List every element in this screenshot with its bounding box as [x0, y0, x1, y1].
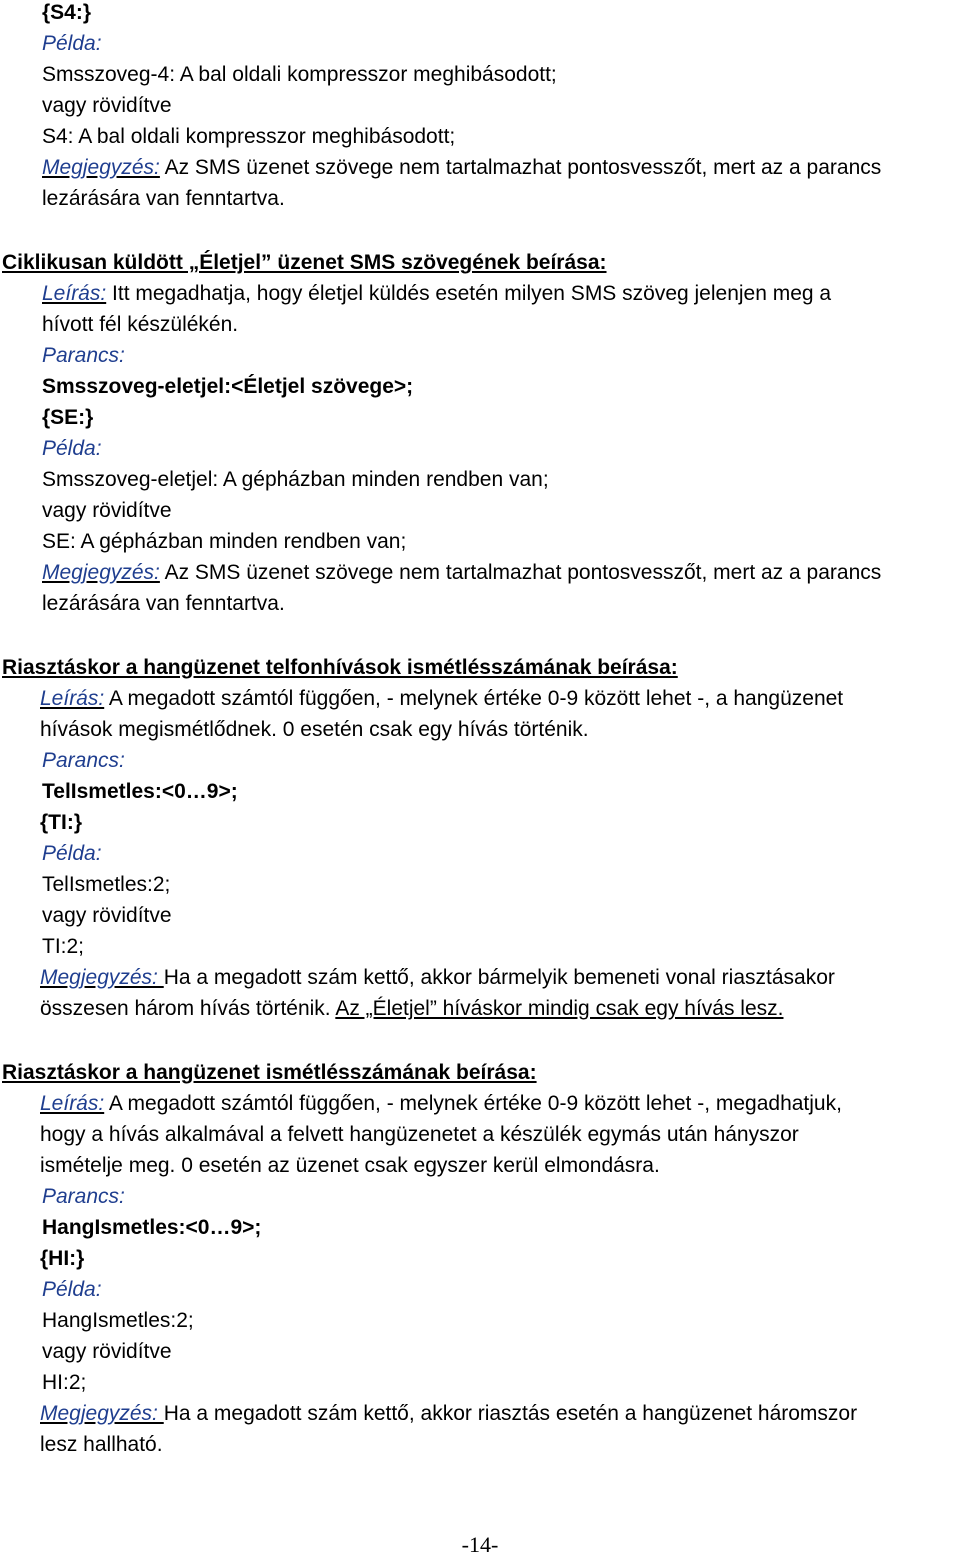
- tel-ismetles-example-label: Példa:: [42, 842, 102, 865]
- tel-ismetles-example-long: TelIsmetles:2;: [42, 873, 171, 896]
- hang-ismetles-example-long: HangIsmetles:2;: [42, 1309, 194, 1332]
- eletjel-desc-text: Itt megadhatja, hogy életjel küldés esetén milyen SMS szöveg jelenjen meg a: [106, 282, 832, 305]
- eletjel-example-label: Példa:: [42, 437, 102, 460]
- tel-ismetles-desc-label: Leírás:: [40, 687, 105, 710]
- eletjel-desc-line-2: hívott fél készülékén.: [42, 313, 239, 336]
- eletjel-heading: Ciklikusan küldött „Életjel” üzenet SMS szövegének beírása:: [2, 251, 607, 274]
- tel-ismetles-code: {TI:}: [40, 811, 82, 834]
- s4-example-long: Smsszoveg-4: A bal oldali kompresszor meghibásodott;: [42, 63, 557, 86]
- tel-ismetles-note-text: Ha a megadott szám kettő, akkor bármelyik bemeneti vonal riasztásakor: [163, 966, 835, 989]
- eletjel-or-short: vagy rövidítve: [42, 499, 172, 522]
- eletjel-desc-line-1: [42, 281, 831, 307]
- hang-ismetles-example-short: HI:2;: [42, 1371, 87, 1394]
- s4-example-short: S4: A bal oldali kompresszor meghibásodott;: [42, 125, 456, 148]
- tel-ismetles-desc-line-1: [40, 686, 843, 712]
- eletjel-example-long: Smsszoveg-eletjel: A gépházban minden rendben van;: [42, 468, 549, 491]
- hang-ismetles-note-line-1: [40, 1401, 857, 1427]
- tel-ismetles-desc-text: A megadott számtól függően, - melynek értéke 0-9 között lehet -, a hangüzenet: [104, 687, 844, 710]
- s4-note-text: Az SMS üzenet szövege nem tartalmazhat pontosvesszőt, mert az a parancs: [159, 156, 882, 179]
- tel-ismetles-command: TelIsmetles:<0…9>;: [42, 780, 238, 803]
- s4-note-label: Megjegyzés:: [42, 156, 160, 179]
- hang-ismetles-note-label: Megjegyzés:: [40, 1402, 164, 1425]
- eletjel-note-line-2: lezárására van fenntartva.: [42, 592, 285, 615]
- eletjel-desc-label: Leírás:: [42, 282, 107, 305]
- hang-ismetles-heading: Riasztáskor a hangüzenet ismétlésszámának beírása:: [2, 1061, 537, 1084]
- eletjel-example-short: SE: A gépházban minden rendben van;: [42, 530, 407, 553]
- eletjel-note-text: Az SMS üzenet szövege nem tartalmazhat pontosvesszőt, mert az a parancs: [159, 561, 882, 584]
- hang-ismetles-desc-label: Leírás:: [40, 1092, 105, 1115]
- eletjel-note-line-1: [42, 560, 881, 586]
- hang-ismetles-note-line-2: lesz hallható.: [40, 1433, 163, 1456]
- s4-or-short: vagy rövidítve: [42, 94, 172, 117]
- hang-ismetles-or-short: vagy rövidítve: [42, 1340, 172, 1363]
- tel-ismetles-note-label: Megjegyzés:: [40, 966, 164, 989]
- hang-ismetles-desc-line-3: ismételje meg. 0 esetén az üzenet csak egyszer kerül elmondásra.: [40, 1154, 660, 1177]
- tel-ismetles-note-text-2a: összesen három hívás történik.: [40, 997, 336, 1020]
- eletjel-code: {SE:}: [42, 406, 94, 429]
- tel-ismetles-note-text-2b: Az „Életjel” híváskor mindig csak egy hívás lesz.: [335, 997, 784, 1020]
- tel-ismetles-desc-line-2: hívások megismétlődnek. 0 esetén csak egy hívás történik.: [40, 718, 589, 741]
- tel-ismetles-note-line-1: [40, 965, 835, 991]
- hang-ismetles-desc-line-1: [40, 1091, 842, 1117]
- eletjel-note-label: Megjegyzés:: [42, 561, 160, 584]
- tel-ismetles-or-short: vagy rövidítve: [42, 904, 172, 927]
- eletjel-command: Smsszoveg-eletjel:<Életjel szövege>;: [42, 375, 414, 398]
- hang-ismetles-desc-text: A megadott számtól függően, - melynek értéke 0-9 között lehet -, megadhatjuk,: [104, 1092, 842, 1115]
- s4-example-label: Példa:: [42, 32, 102, 55]
- tel-ismetles-note-line-2: [40, 996, 783, 1022]
- page-number: -14-: [461, 1532, 499, 1557]
- tel-ismetles-heading: Riasztáskor a hangüzenet telfonhívások ismétlésszámának beírása:: [2, 656, 678, 679]
- hang-ismetles-note-text: Ha a megadott szám kettő, akkor riasztás esetén a hangüzenet háromszor: [163, 1402, 858, 1425]
- hang-ismetles-desc-line-2: hogy a hívás alkalmával a felvett hangüzenetet a készülék egymás után hányszor: [40, 1123, 799, 1146]
- hang-ismetles-command-label: Parancs:: [42, 1185, 125, 1208]
- s4-code: {S4:}: [42, 1, 92, 24]
- hang-ismetles-example-label: Példa:: [42, 1278, 102, 1301]
- tel-ismetles-example-short: TI:2;: [42, 935, 85, 958]
- hang-ismetles-command: HangIsmetles:<0…9>;: [42, 1216, 262, 1239]
- tel-ismetles-command-label: Parancs:: [42, 749, 125, 772]
- s4-note-line-2: lezárására van fenntartva.: [42, 187, 285, 210]
- s4-note-line-1: [42, 155, 881, 181]
- hang-ismetles-code: {HI:}: [40, 1247, 85, 1270]
- eletjel-command-label: Parancs:: [42, 344, 125, 367]
